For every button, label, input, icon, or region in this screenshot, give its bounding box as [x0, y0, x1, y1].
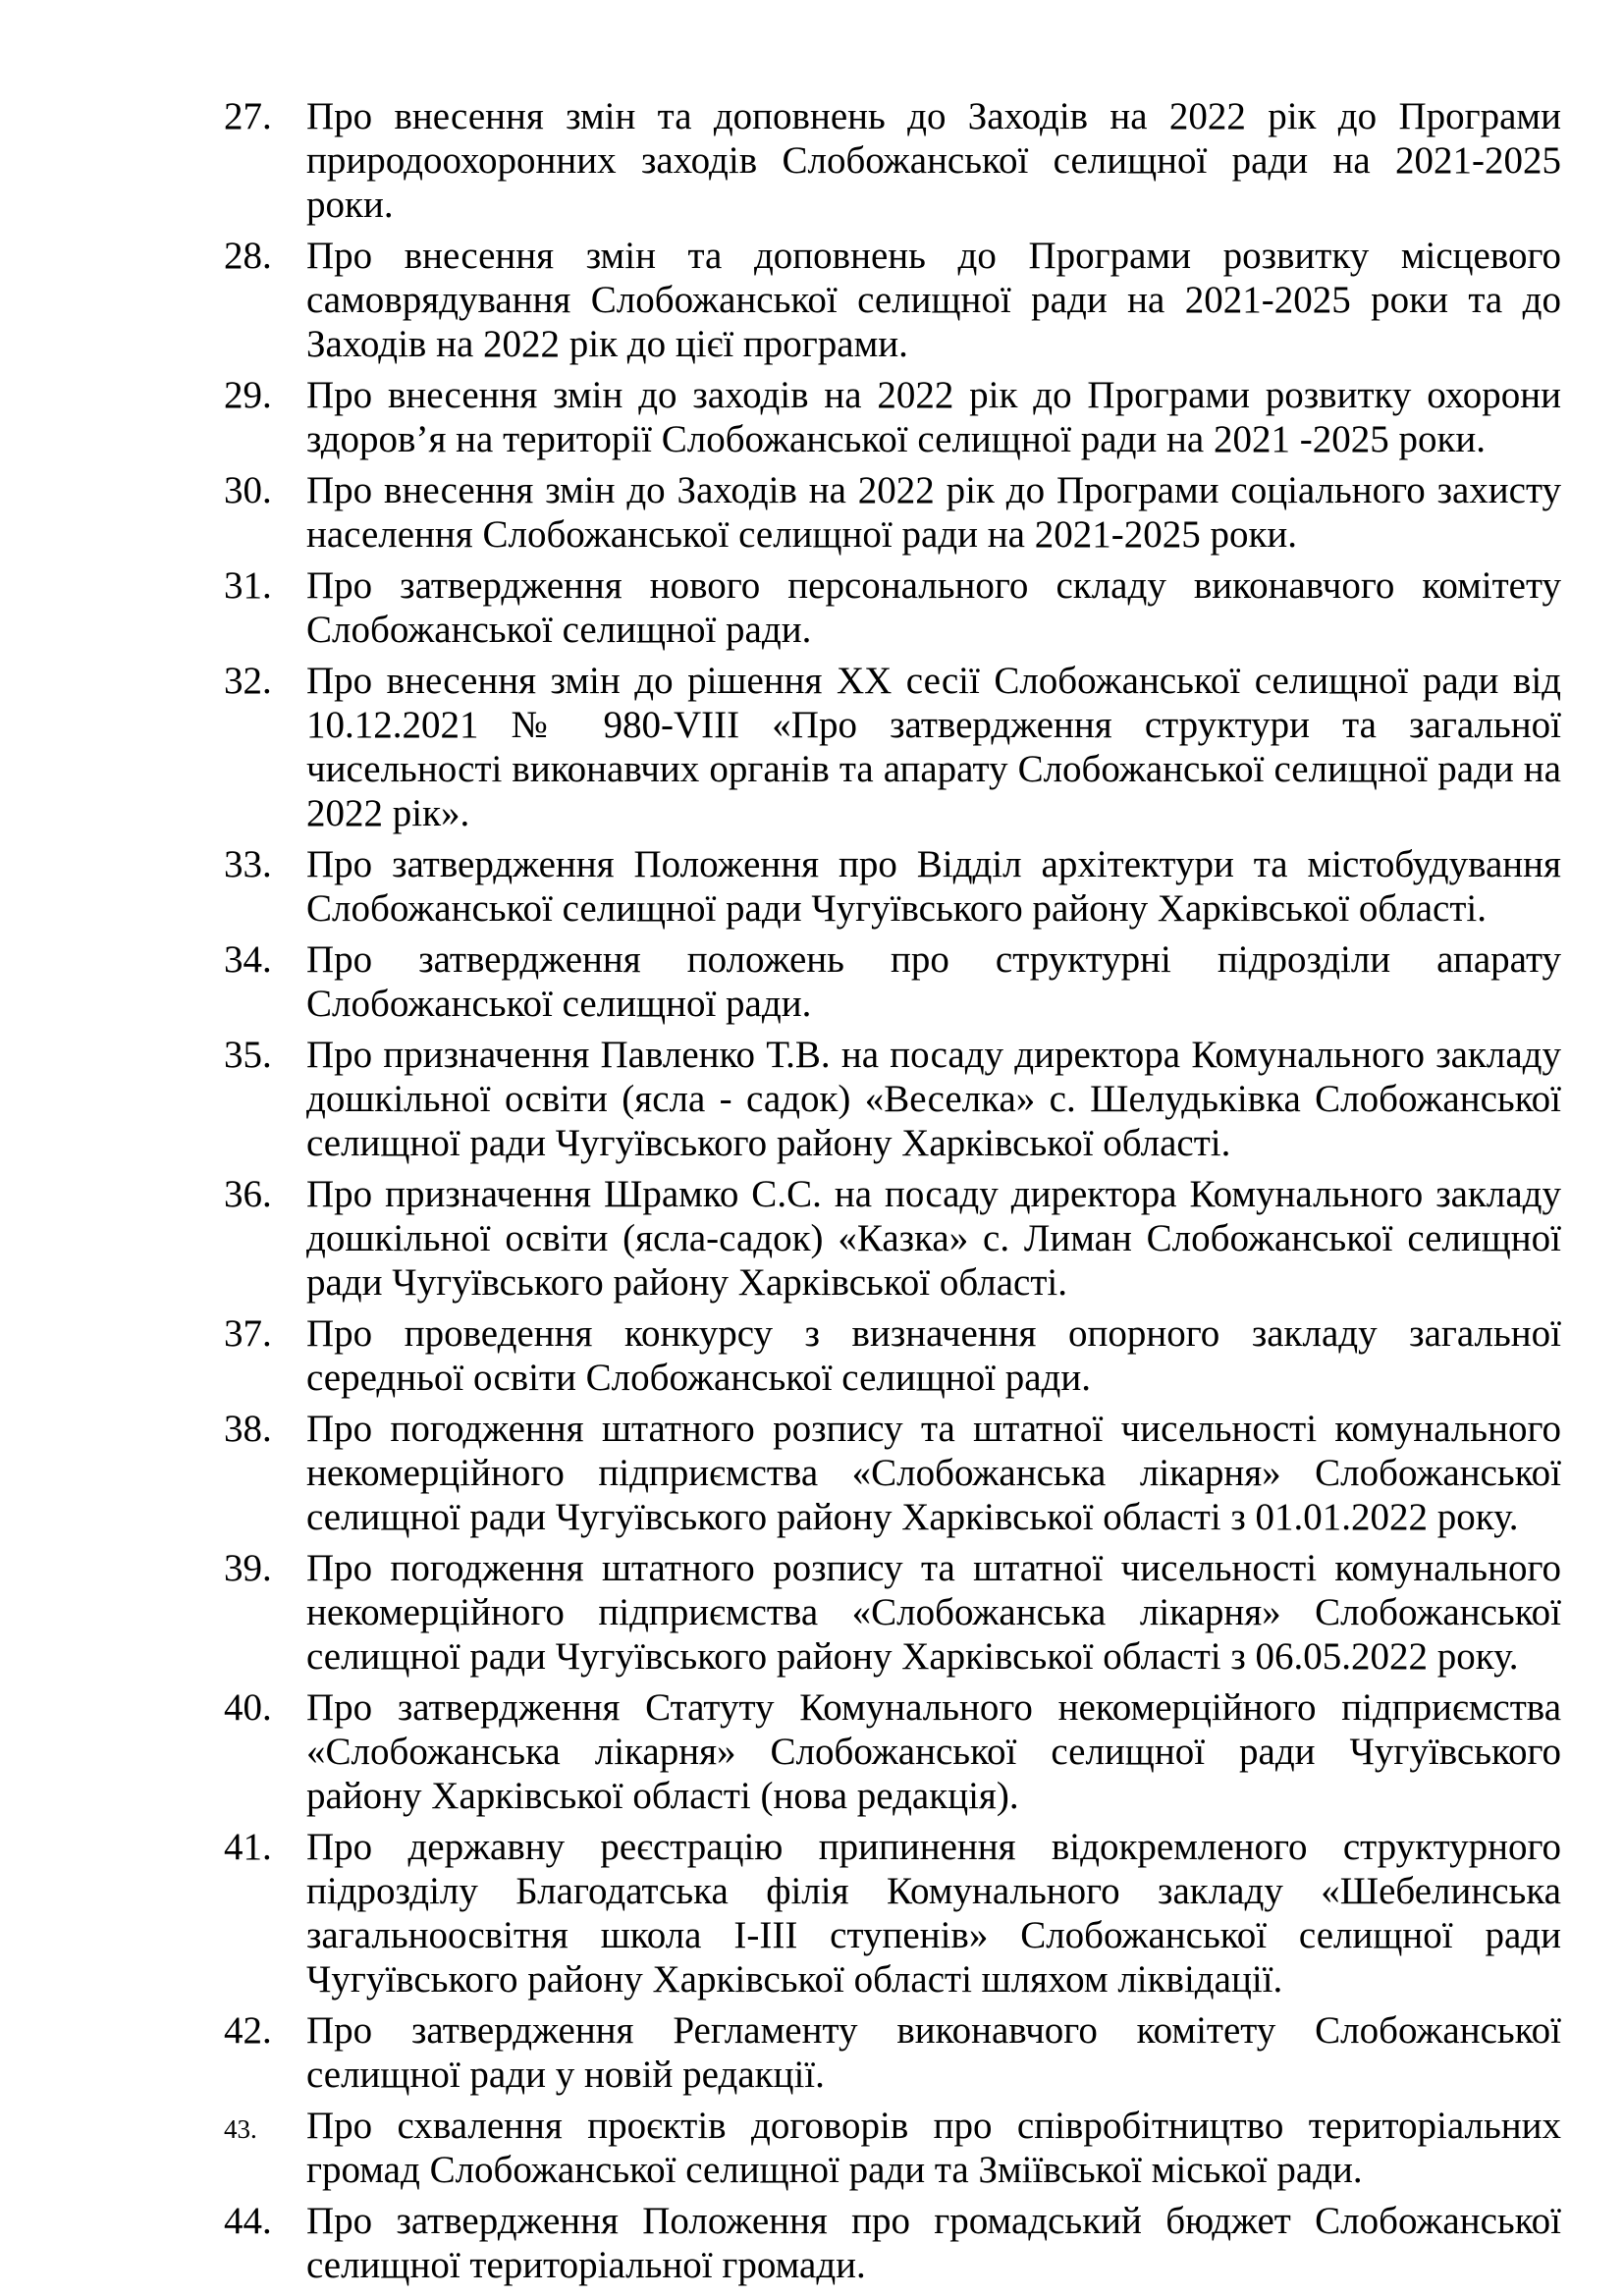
item-number: 36.	[224, 1173, 272, 1215]
agenda-item	[224, 1546, 1561, 1679]
item-text: Про затвердження нового персонального складу виконавчого комітету Слобожанської селищної ради.	[306, 564, 1561, 651]
item-number: 33.	[224, 843, 272, 885]
item-text: Про затвердження Положення про громадський бюджет Слобожанської селищної територіальної громади.	[306, 2200, 1561, 2286]
item-text: Про погодження штатного розпису та штатної чисельності комунального некомерційного підприємства «Слобожанська лікарня» Слобожанської селищної ради Чугуївського району Харківської області з 06.05.2022 року.	[306, 1547, 1561, 1678]
item-number: 32.	[224, 660, 272, 702]
item-text: Про схвалення проєктів договорів про співробітництво територіальних громад Слобожанської селищної ради та Зміївської міської ради.	[306, 2105, 1561, 2191]
agenda-item	[224, 468, 1561, 557]
item-number: 42.	[224, 2009, 272, 2052]
item-number: 37.	[224, 1312, 272, 1355]
agenda-item	[224, 1685, 1561, 1818]
item-text: Про внесення змін та доповнень до Заходів на 2022 рік до Програми природоохоронних заходів Слобожанської селищної ради на 2021-2025 роки.	[306, 95, 1561, 226]
agenda-item	[224, 1825, 1561, 2002]
agenda-item	[224, 373, 1561, 461]
item-number: 43.	[224, 2114, 257, 2144]
agenda-item	[224, 842, 1561, 931]
item-text: Про затвердження Регламенту виконавчого комітету Слобожанської селищної ради у новій редакції.	[306, 2009, 1561, 2096]
item-number: 44.	[224, 2200, 272, 2242]
agenda-item	[224, 2104, 1561, 2192]
item-text: Про затвердження Статуту Комунального некомерційного підприємства «Слобожанська лікарня» Слобожанської селищної ради Чугуївського району Харківської області (нова редакція).	[306, 1686, 1561, 1817]
agenda-item	[224, 1407, 1561, 1539]
agenda-item	[224, 2199, 1561, 2287]
agenda-item	[224, 659, 1561, 835]
item-text: Про призначення Шрамко С.С. на посаду директора Комунального закладу дошкільної освіти (ясла-садок) «Казка» с. Лиман Слобожанської селищної ради Чугуївського району Харківської області.	[306, 1173, 1561, 1304]
agenda-item	[224, 563, 1561, 652]
agenda-item	[224, 1311, 1561, 1400]
agenda-item	[224, 2008, 1561, 2097]
item-number: 38.	[224, 1408, 272, 1450]
item-text: Про призначення Павленко Т.В. на посаду директора Комунального закладу дошкільної освіти (ясла - садок) «Веселка» с. Шелудьківка Слобожанської селищної ради Чугуївського району Харківської області.	[306, 1034, 1561, 1164]
item-number: 41.	[224, 1826, 272, 1868]
item-text: Про погодження штатного розпису та штатної чисельності комунального некомерційного підприємства «Слобожанська лікарня» Слобожанської селищної ради Чугуївського району Харківської області з 01.01.2022 року.	[306, 1408, 1561, 1538]
agenda-item	[224, 937, 1561, 1026]
item-text: Про затвердження положень про структурні підрозділи апарату Слобожанської селищної ради.	[306, 938, 1561, 1025]
item-number: 40.	[224, 1686, 272, 1729]
agenda-item	[224, 234, 1561, 366]
item-number: 35.	[224, 1034, 272, 1076]
item-number: 28.	[224, 235, 272, 277]
item-text: Про проведення конкурсу з визначення опорного закладу загальної середньої освіти Слобожанської селищної ради.	[306, 1312, 1561, 1399]
item-text: Про внесення змін до рішення ХХ сесії Слобожанської селищної ради від 10.12.2021 № 980-VIII «Про затвердження структури та загальної чисельності виконавчих органів та апарату Слобожанської селищної ради на 2022 рік».	[306, 660, 1561, 834]
item-number: 30.	[224, 469, 272, 511]
item-text: Про внесення змін до Заходів на 2022 рік до Програми соціального захисту населення Слобожанської селищної ради на 2021-2025 роки.	[306, 469, 1561, 556]
item-number: 29.	[224, 374, 272, 416]
item-number: 34.	[224, 938, 272, 981]
item-text: Про державну реєстрацію припинення відокремленого структурного підрозділу Благодатська філія Комунального закладу «Шебелинська загальноосвітня школа І-ІІІ ступенів» Слобожанської селищної ради Чугуївського району Харківської області шляхом ліквідації.	[306, 1826, 1561, 2001]
item-number: 27.	[224, 95, 272, 137]
item-number: 31.	[224, 564, 272, 607]
agenda-item	[224, 94, 1561, 227]
agenda-item	[224, 1033, 1561, 1165]
agenda-list	[224, 94, 1561, 2294]
item-text: Про внесення змін та доповнень до Програми розвитку місцевого самоврядування Слобожанської селищної ради на 2021-2025 роки та до Заходів на 2022 рік до цієї програми.	[306, 235, 1561, 365]
item-text: Про затвердження Положення про Відділ архітектури та містобудування Слобожанської селищної ради Чугуївського району Харківської області.	[306, 843, 1561, 930]
item-text: Про внесення змін до заходів на 2022 рік до Програми розвитку охорони здоров’я на території Слобожанської селищної ради на 2021 -2025 роки.	[306, 374, 1561, 460]
agenda-item	[224, 1172, 1561, 1305]
item-number: 39.	[224, 1547, 272, 1589]
